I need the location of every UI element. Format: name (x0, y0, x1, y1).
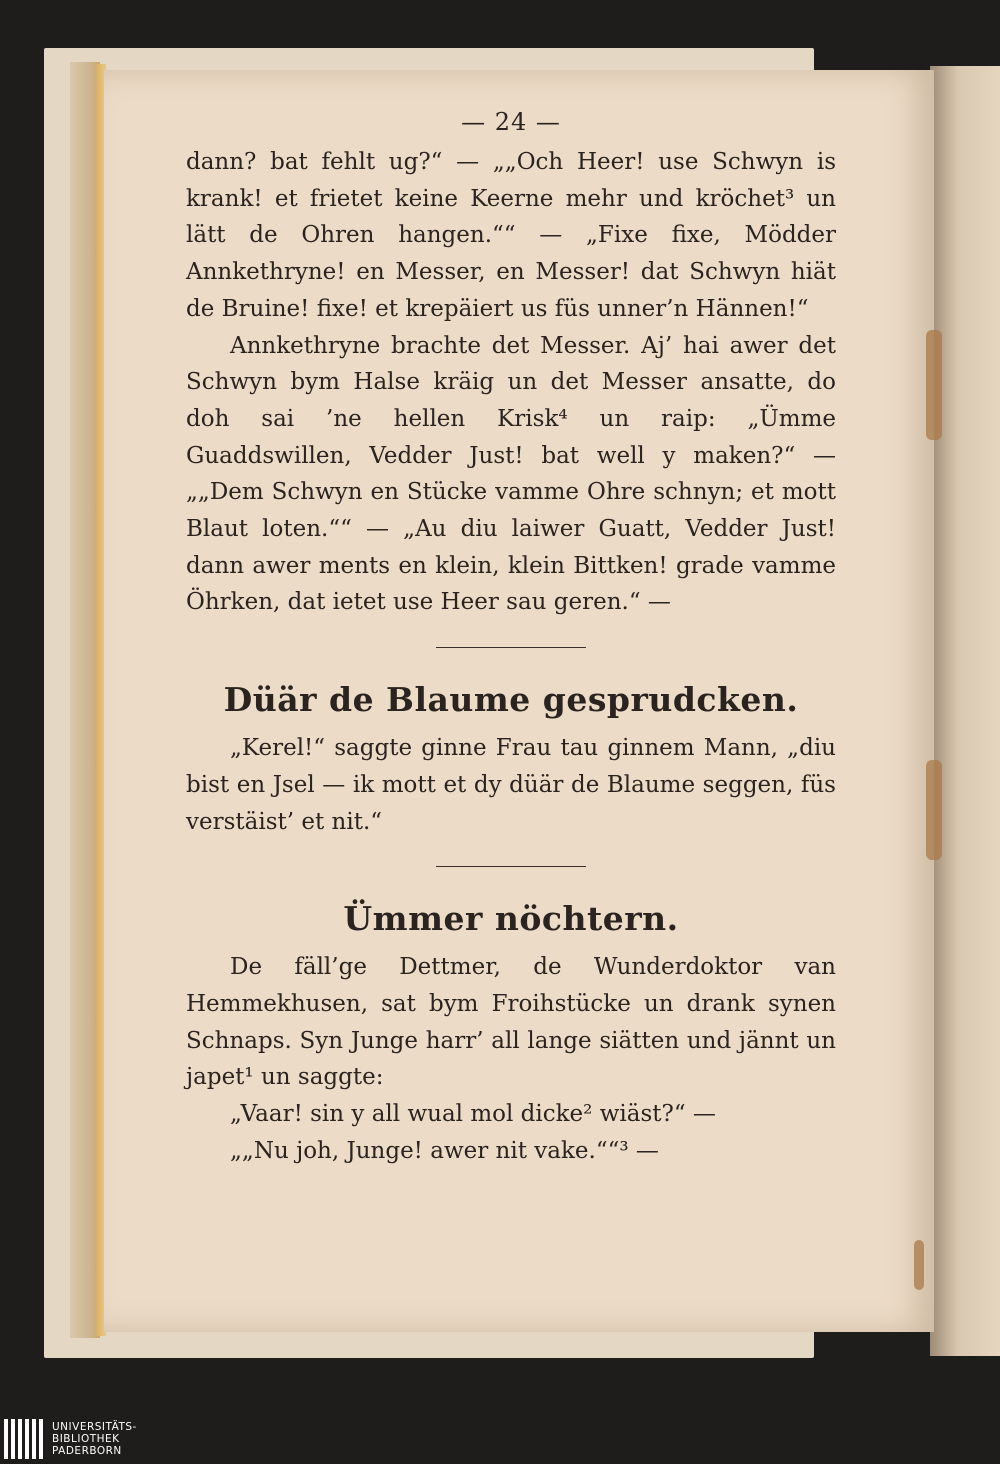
section-divider (436, 866, 586, 867)
paragraph: dann? bat fehlt ug?“ — „„Och Heer! use Schwyn is krank! et frietet keine Keerne mehr und kröchet³ un lätt de Ohren hangen.““ — „Fixe fixe, Mödder Annkethryne! en Messer, en Messer! dat Schwyn hiät de Bruine! fixe! et krepäiert us füs unner’n Hännen!“ (186, 149, 836, 322)
section-heading: Düär de Blaume gesprudcken. (223, 680, 799, 720)
page-stain (926, 330, 942, 440)
paragraph: „Kerel!“ saggte ginne Frau tau ginnem Mann, „diu bist en Jsel — ik mott et dy düär de Blaume seggen, füs verstäist’ et nit.“ (186, 735, 836, 835)
paragraph: „Vaar! sin y all wual mol dicke² wiäst?“ — (230, 1101, 716, 1128)
paragraph: De fäll’ge Dettmer, de Wunderdoktor van Hemmekhusen, sat bym Froihstücke un drank synen Schnaps. Syn Junge harr’ all lange siätten und jännt un japet¹ un saggte: (186, 954, 836, 1091)
section-divider (436, 647, 586, 648)
page-content (186, 100, 836, 1169)
facing-page (930, 66, 1000, 1356)
library-logo (0, 1414, 200, 1464)
page-stain (914, 1240, 924, 1290)
section-heading: Ümmer nöchtern. (343, 899, 679, 939)
library-logo-text: UNIVERSITÄTS- BIBLIOTHEK PADERBORN (52, 1421, 137, 1457)
page-stain (926, 760, 942, 860)
page-number: — 24 — (461, 108, 561, 136)
paragraph: Annkethryne brachte det Messer. Aj’ hai awer det Schwyn bym Halse kräig un det Messer ansatte, do doh sai ’ne hellen Krisk⁴ un raip: „Ümme Guaddswillen, Vedder Just! bat well y maken?“ — „„Dem Schwyn en Stücke vamme Ohre schnyn; et mott Blaut loten.““ — „Au diu laiwer Guatt, Vedder Just! dann awer ments en klein, klein Bittken! grade vamme Öhrken, dat ietet use Heer sau geren.“ — (186, 332, 836, 616)
paragraph: „„Nu joh, Junge! awer nit vake.““³ — (230, 1137, 659, 1164)
library-logo-icon (4, 1419, 46, 1459)
